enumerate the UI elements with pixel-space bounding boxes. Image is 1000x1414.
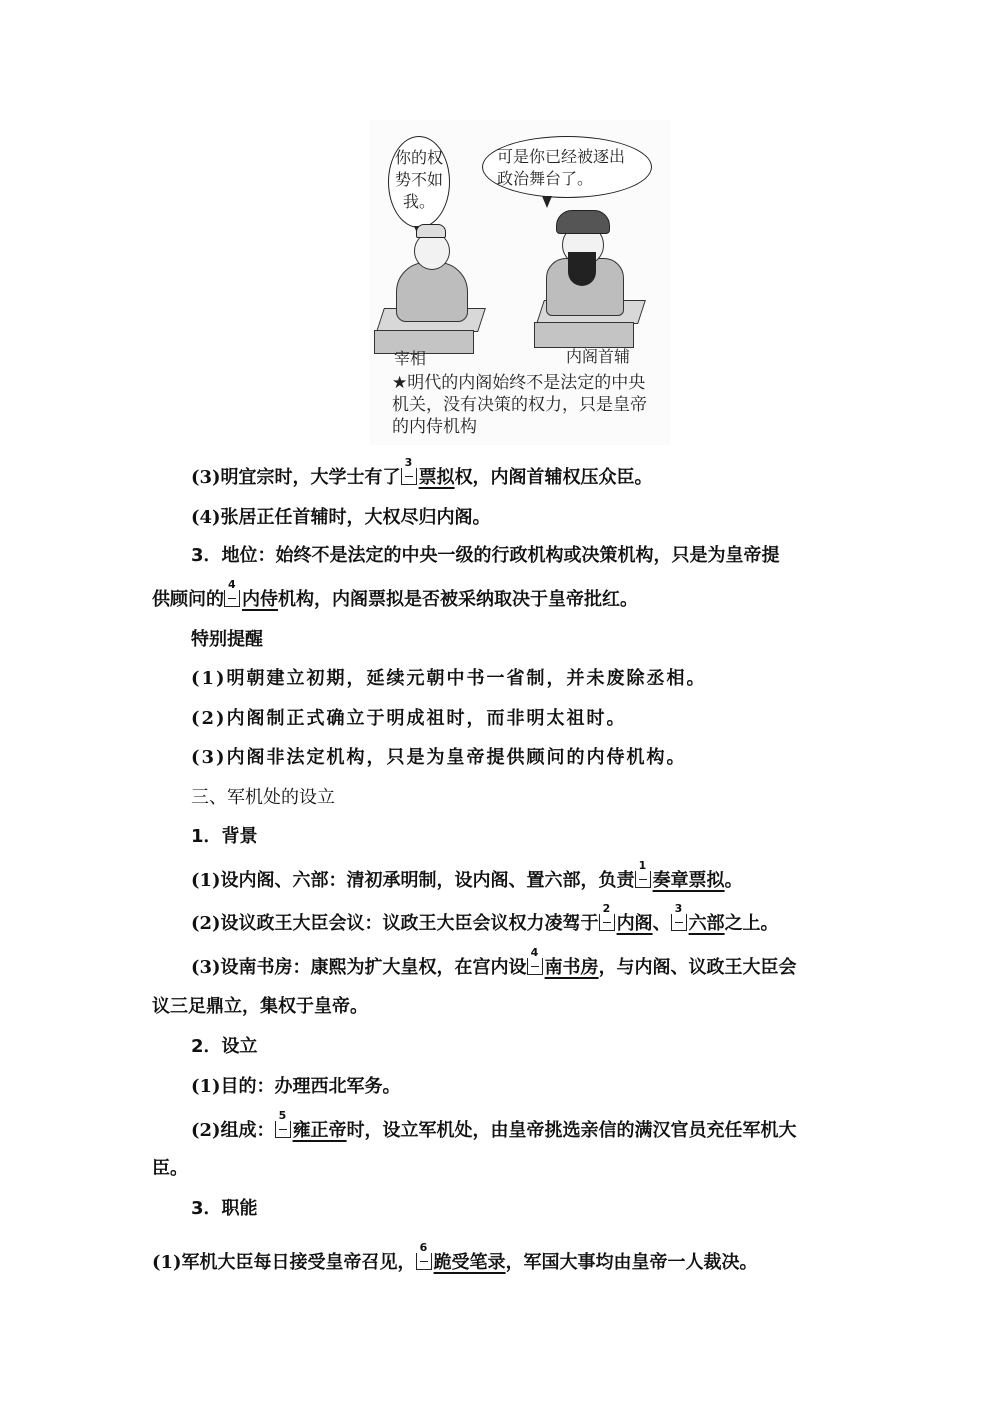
text-line bbox=[152, 1241, 852, 1275]
fill-blank bbox=[599, 902, 653, 934]
label-chancellor: 宰相 bbox=[394, 349, 427, 368]
text-line: 议三足鼎立，集权于皇帝。 bbox=[152, 996, 368, 1017]
text-line: 臣。 bbox=[152, 1158, 188, 1179]
blank-marker-icon bbox=[416, 1241, 432, 1270]
text-line bbox=[191, 946, 851, 980]
text-segment: (3)设南书房：康熙为扩大皇权，在宫内设 bbox=[191, 957, 527, 978]
fill-blank bbox=[671, 902, 725, 934]
blank-marker-icon bbox=[401, 456, 417, 485]
text-line bbox=[191, 859, 851, 893]
blank-marker-icon bbox=[635, 859, 651, 888]
section-label: 3．地位： bbox=[191, 545, 276, 566]
fill-blank bbox=[401, 456, 455, 488]
chancellor-hat bbox=[416, 224, 446, 238]
text-segment: ，军国大事均由皇帝一人裁决。 bbox=[505, 1252, 758, 1273]
text-segment: (1)设内阁、六部：清初承明制，设内阁、置六部，负责 bbox=[191, 870, 635, 891]
text-line bbox=[191, 902, 851, 936]
blank-marker-icon bbox=[224, 578, 240, 607]
speech-bubble-left: 你的权势不如我。 bbox=[388, 136, 450, 228]
chancellor-body bbox=[396, 262, 468, 322]
text-segment: 始终不是法定的中央一级的行政机构或决策机构，只是为皇帝提 bbox=[275, 545, 780, 566]
text-segment: 时，设立军机处，由皇帝挑选亲信的满汉官员充任军机大 bbox=[346, 1120, 797, 1141]
reminder-item: (1)明朝建立初期，延续元朝中书一省制，并未废除丞相。 bbox=[191, 668, 707, 689]
fill-blank bbox=[275, 1109, 347, 1141]
text-segment: (2)组成： bbox=[191, 1120, 275, 1141]
text-segment: (3)明宜宗时，大学士有了 bbox=[191, 467, 401, 488]
blank-number: 3 bbox=[674, 902, 683, 915]
grand-secretary-beard bbox=[568, 252, 596, 286]
blank-answer: 雍正帝 bbox=[292, 1120, 347, 1141]
speech-bubble-right: 可是你已经被逐出政治舞台了。 bbox=[482, 136, 652, 198]
reminder-heading: 特别提醒 bbox=[191, 629, 263, 650]
subsection-heading: 1．背景 bbox=[191, 826, 258, 847]
blank-answer: 内阁 bbox=[616, 913, 653, 934]
figure-caption: ★明代的内阁始终不是法定的中央机关，没有决策的权力，只是皇帝的内侍机构 bbox=[392, 373, 647, 437]
blank-marker-icon bbox=[275, 1109, 291, 1138]
text-segment: 供顾问的 bbox=[152, 589, 224, 610]
text-line: (4)张居正任首辅时，大权尽归内阁。 bbox=[191, 507, 491, 528]
cartoon-illustration bbox=[370, 120, 670, 445]
blank-number: 3 bbox=[404, 456, 413, 469]
blank-marker-icon bbox=[527, 946, 543, 975]
text-segment: 。 bbox=[724, 870, 743, 891]
text-segment: (2)设议政王大臣会议：议政王大臣会议权力凌驾于 bbox=[191, 913, 599, 934]
fill-blank bbox=[224, 578, 278, 610]
blank-number: 4 bbox=[228, 578, 236, 591]
blank-answer: 奏章票拟 bbox=[652, 870, 725, 891]
grand-secretary-hat bbox=[556, 210, 610, 234]
blank-answer: 南书房 bbox=[544, 957, 599, 978]
text-segment: (1)军机大臣每日接受皇帝召见， bbox=[152, 1252, 416, 1273]
blank-answer: 票拟 bbox=[418, 467, 455, 488]
blank-answer: 六部 bbox=[688, 913, 725, 934]
text-line bbox=[191, 456, 851, 490]
blank-answer: 跪受笔录 bbox=[433, 1252, 506, 1273]
text-line: (1)目的：办理西北军务。 bbox=[191, 1076, 401, 1097]
subsection-heading: 3．职能 bbox=[191, 1198, 258, 1219]
blank-number: 2 bbox=[602, 902, 611, 915]
reminder-item: (2)内阁制正式确立于明成祖时，而非明太祖时。 bbox=[191, 708, 627, 729]
text-line bbox=[191, 1109, 851, 1143]
text-segment: 机构，内阁票拟是否被采纳取决于皇帝批红。 bbox=[278, 589, 638, 610]
text-line bbox=[191, 544, 851, 568]
blank-answer: 内侍 bbox=[242, 589, 278, 610]
section-heading: 三、军机处的设立 bbox=[191, 787, 335, 808]
text-segment: 之上。 bbox=[724, 913, 779, 934]
label-grand-secretary: 内阁首辅 bbox=[566, 347, 631, 366]
blank-number: 5 bbox=[278, 1109, 287, 1122]
blank-number: 6 bbox=[419, 1241, 428, 1254]
fill-blank bbox=[635, 859, 725, 891]
text-line bbox=[152, 578, 852, 612]
reminder-item: (3)内阁非法定机构，只是为皇帝提供顾问的内侍机构。 bbox=[191, 747, 687, 768]
speech-bubble-tail-right bbox=[542, 196, 552, 208]
blank-number: 1 bbox=[638, 859, 647, 872]
blank-marker-icon bbox=[671, 902, 687, 931]
text-segment: ，与内阁、议政王大臣会 bbox=[598, 957, 797, 978]
subsection-heading: 2．设立 bbox=[191, 1036, 258, 1057]
text-segment: 、 bbox=[652, 913, 671, 934]
blank-marker-icon bbox=[599, 902, 615, 931]
fill-blank bbox=[527, 946, 599, 978]
fill-blank bbox=[416, 1241, 506, 1273]
blank-number: 4 bbox=[530, 946, 539, 959]
text-segment: 权，内阁首辅权压众臣。 bbox=[454, 467, 653, 488]
